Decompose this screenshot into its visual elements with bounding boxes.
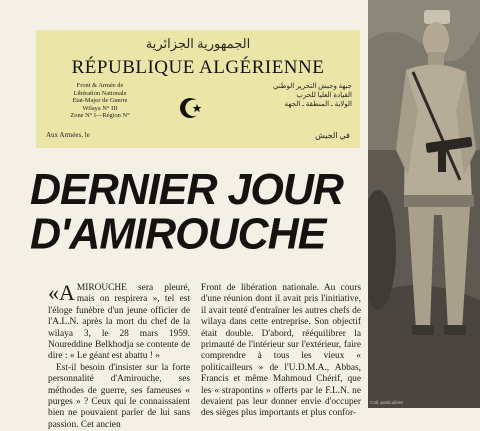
- article-column-2: [201, 283, 361, 420]
- letterhead-arabic-header: الجمهورية الجزائرية: [145, 36, 251, 51]
- article-paragraph-1: [48, 280, 190, 363]
- soldier-photo-illustration: [368, 0, 480, 408]
- letterhead-arabic-footer: في الجيش: [315, 131, 350, 140]
- letterhead-right-line: القيادة العليا للحرب: [296, 91, 352, 99]
- letterhead-right-line: جبهة وجيش التحرير الوطني: [272, 82, 352, 90]
- photo-credit: Coll. particulière: [370, 400, 403, 405]
- headline-line-2: D'AMIROUCHE: [30, 209, 326, 259]
- letterhead-left-line: Wilaya N° III: [82, 104, 118, 112]
- letterhead-document: [36, 30, 360, 148]
- letterhead-left-line: Front & Armée de: [76, 82, 124, 89]
- article-paragraph-3: Front de libération nationale. Au cours d'une réunion dont il avait pris l'initiative, il avait tenté d'entraîner les autres chefs de wilaya dans cette entreprise. Son objectif était double. D'abord, rééquilibrer la primauté de l'intérieur sur l'extérieur, faire comprendre à tous les vieux « politicailleurs » de l'U.D.M.A., Abbas, Francis et même Mahmoud Chérif, que les « strapontins » offerts par le F.L.N. ne devaient pas leur donner envie d'occuper des sièges plus importants et plus confor-: [201, 283, 361, 419]
- drop-cap: «A: [48, 280, 75, 305]
- letterhead-left-block: [48, 82, 152, 120]
- letterhead-left-line: Zone N° I—Région N°: [70, 112, 130, 120]
- crescent-star-icon: [177, 93, 207, 123]
- letterhead-right-block: [232, 82, 352, 109]
- article-headline: [30, 167, 370, 257]
- letterhead-title: RÉPUBLIQUE ALGÉRIENNE: [71, 57, 325, 78]
- article-lead-text: MIROUCHE sera pleuré, mais on respirera », tel est l'éloge funèbre d'un jeune officier de l'A.L.N. après la mort du chef de la wilaya 3, le 28 mars 1959. Noureddine Belkhodja se contente de dire : « Le géant est abattu ! »: [48, 283, 190, 362]
- letterhead-right-line: الولاية ـ المنطقة ـ الجهة: [284, 100, 352, 108]
- article-paragraph-2: Est-il besoin d'insister sur la forte personnalité d'Amirouche, ses méthodes de guerre, ses fameuses « purges » ? Ceux qui le connaissaient bien ne pouvaient parler de lui sans passion. Cet ancien: [48, 362, 190, 430]
- headline-line-1: DERNIER JOUR: [30, 165, 343, 215]
- article-column-1: [48, 280, 190, 431]
- letterhead-left-line: Libération Nationale: [73, 89, 127, 97]
- letterhead-to-armies: Aux Armées, le: [46, 131, 90, 139]
- letterhead-left-line: Etat-Major de Guerre: [72, 97, 128, 105]
- soldier-photo: [368, 0, 480, 408]
